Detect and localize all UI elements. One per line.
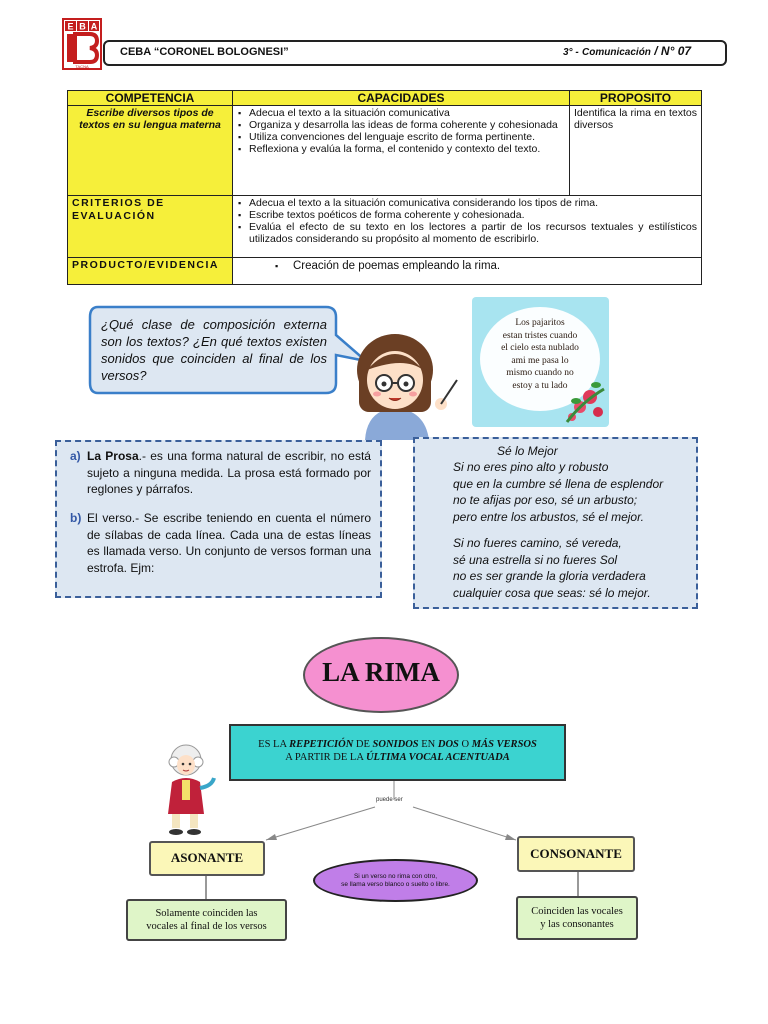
poem-line: sé una estrella si no fueres Sol [453,552,618,567]
def-fragment: EN [418,739,438,750]
capacidad-item: ▪ Reflexiona y evalúa la forma, el contenido y contexto del texto. [249,143,565,155]
poem-line: Si no fueres camino, sé vereda, [453,536,622,550]
svg-text:A: A [90,21,98,32]
connector-label: puede ser [376,797,403,803]
svg-text:B: B [79,21,86,32]
criterios-label: CRITERIOS DE EVALUACIÓN [68,196,233,258]
asonante-definition-line: vocales al final de los versos [146,921,267,932]
criterio-item: ▪ Adecua el texto a la situación comunicativa considerando los tipos de rima. [249,197,697,209]
consonante-definition [516,905,638,931]
poem-line: no es ser grande la gloria verdadera [453,569,646,583]
poem-title: Sé lo Mejor [497,444,558,458]
def-fragment: A PARTIR DE LA [285,752,366,763]
verso-blanco-text [313,873,478,889]
def-fragment: REPETICIÓN [289,739,354,750]
consonante-definition-line: y las consonantes [540,919,614,930]
asonante-definition-line: Solamente coinciden las [155,908,258,919]
poem-line: pero entre los arbustos, sé el mejor. [453,509,644,524]
grade-label: 3° - [563,47,579,58]
producto-item: ▪ Creación de poemas empleando la rima. [293,259,697,273]
proposito-text: Identifica la rima en textos diversos [574,107,697,131]
def-fragment: O [458,739,472,750]
capacidad-item: ▪ Utiliza convenciones del lenguaje escrito de forma pertinente. [249,131,565,143]
asonante-label: ASONANTE [170,850,244,865]
verso-text: El verso.- Se escribe teniendo en cuenta el número de sílabas de cada línea. Cada una de estas líneas es llamada verso. Un conjunto de versos forman una estrofa. Ejm: [87,511,371,575]
poem-card-line: estan tristes cuando [502,330,578,341]
rima-title: LA RIMA [322,657,440,687]
definition-line-2 [229,751,566,764]
criterio-item: ▪ Escribe textos poéticos de forma coherente y cohesionada. [249,209,697,221]
header-capacidades: CAPACIDADES [233,91,570,106]
definition-text [229,738,566,764]
bubble-question: ¿Qué clase de composición externa son los textos? ¿En qué textos existen sonidos que coinciden al final de los versos? [101,317,327,383]
criterio-item: ▪ Evalúa el efecto de su texto en los lectores a partir de los recursos textuales y estilísticos utilizados considerando su propósito al momento de escribirlo. [249,221,697,245]
prosa-text: .- es una forma natural de escribir, no está sujeto a ninguna medida. La prosa está formado por reglones y párrafos. [87,449,371,496]
def-fragment: ÚLTIMA VOCAL ACENTUADA [365,752,510,763]
competencia-cell: Escribe diversos tipos de textos en su lengua materna [68,106,233,196]
poem-card-line: ami me pasa lo [511,355,569,366]
list-marker: a) [70,449,81,463]
definition-line-1 [229,738,566,751]
course-label: Comunicación [582,47,651,58]
poem-line: Si no eres pino alto y robusto [453,460,609,474]
list-marker: b) [70,511,82,525]
producto-label: PRODUCTO/EVIDENCIA [68,258,233,285]
poem-card-line: Los pajaritos [515,318,565,328]
svg-text:E: E [67,21,74,32]
prosa-term: La Prosa [87,449,139,463]
asonante-definition [126,907,287,933]
header-proposito: PROPOSITO [570,91,702,106]
school-name: CEBA “CORONEL BOLOGNESI” [120,46,289,58]
header-competencia: COMPETENCIA [68,91,233,106]
svg-text:TACNA: TACNA [75,64,89,69]
def-fragment: DOS [437,739,459,750]
poem-card-line: estoy a tu lado [512,380,568,391]
verso-blanco-line: Si un verso no rima con otro, [353,873,438,880]
consonante-definition-line: Coinciden las vocales [531,906,623,917]
capacidad-item: ▪ Adecua el texto a la situación comunicativa [249,107,565,119]
poem-card-line: el cielo esta nublado [501,343,579,353]
composer-illustration [160,742,218,843]
capacidad-item: ▪ Organiza y desarrolla las ideas de forma coherente y cohesionada [249,119,565,131]
poem-card-line: mismo cuando no [506,368,574,378]
def-fragment: MÁS VERSOS [471,739,537,750]
verso-blanco-line: se llama verso blanco o suelto o libre. [341,881,450,888]
session-number: / N° 07 [654,44,692,58]
poem-line: no te afijas por eso, sé un arbusto; [453,493,638,507]
def-fragment: DE [353,739,373,750]
def-fragment: ES LA [258,739,290,750]
poem-line: que en la cumbre sé llena de esplendor [453,476,664,491]
poem-line: cualquier cosa que seas: sé lo mejor. [453,585,651,600]
def-fragment: SONIDOS [372,739,419,750]
consonante-label: CONSONANTE [530,846,622,861]
